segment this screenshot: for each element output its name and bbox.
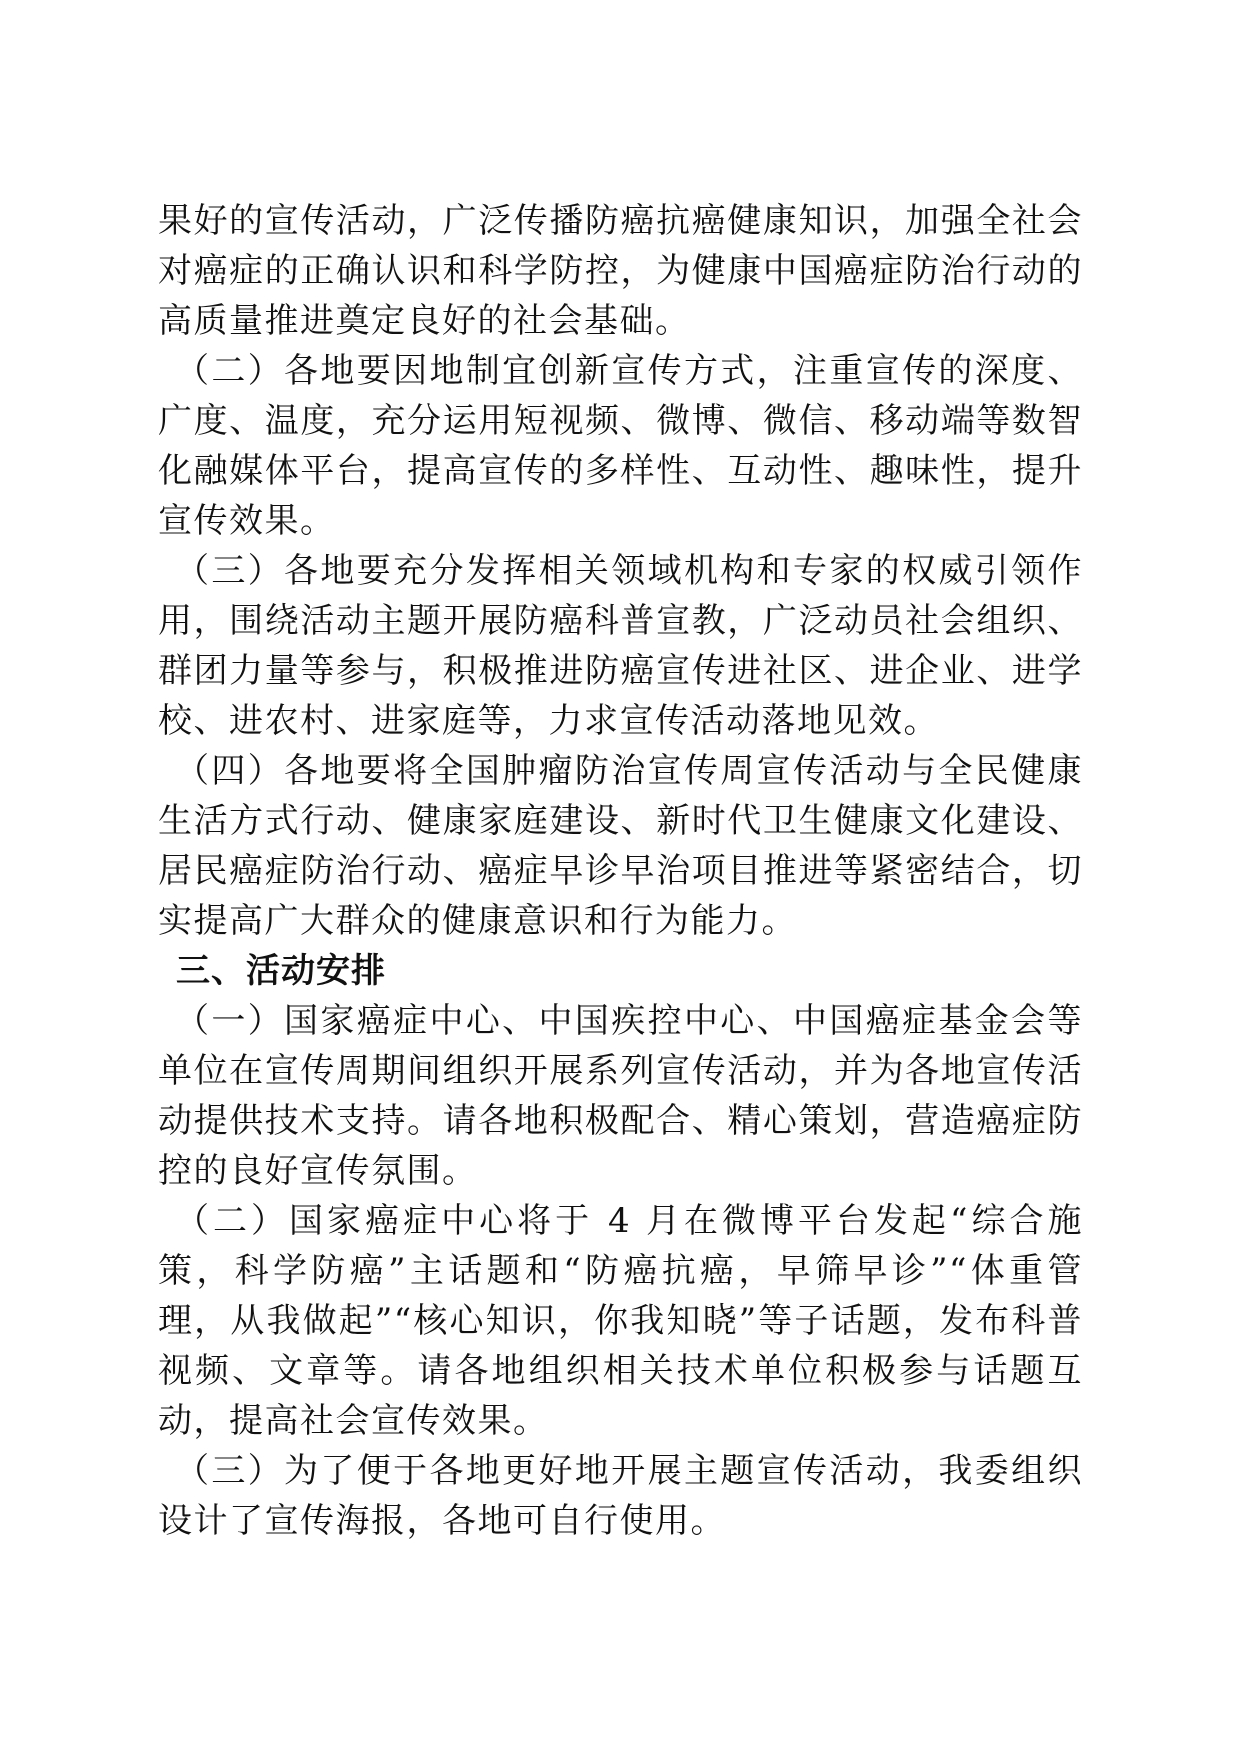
section-heading: 三、活动安排 bbox=[176, 951, 386, 991]
paragraph-continuation: 果好的宣传活动，广泛传播防癌抗癌健康知识，加强全社会对癌症的正确认识和科学防控，为健康中国癌症防治行动的高质量推进奠定良好的社会基础。 bbox=[158, 201, 1083, 341]
paragraph-item-2: （二）各地要因地制宜创新宣传方式，注重宣传的深度、广度、温度，充分运用短视频、微博、微信、移动端等数智化融媒体平台，提高宣传的多样性、互动性、趣味性，提升宣传效果。 bbox=[158, 351, 1083, 541]
paragraph-item-3: （三）各地要充分发挥相关领域机构和专家的权威引领作用，围绕活动主题开展防癌科普宣教，广泛动员社会组织、群团力量等参与，积极推进防癌宣传进社区、进企业、进学校、进农村、进家庭等，力求宣传活动落地见效。 bbox=[158, 551, 1083, 741]
arrangement-item-1: （一）国家癌症中心、中国疾控中心、中国癌症基金会等单位在宣传周期间组织开展系列宣传活动，并为各地宣传活动提供技术支持。请各地积极配合、精心策划，营造癌症防控的良好宣传氛围。 bbox=[158, 1001, 1083, 1191]
arrangement-item-3: （三）为了便于各地更好地开展主题宣传活动，我委组织设计了宣传海报，各地可自行使用。 bbox=[158, 1451, 1083, 1541]
arrangement-item-2: （二）国家癌症中心将于 4 月在微博平台发起“综合施策，科学防癌”主话题和“防癌抗癌，早筛早诊”“体重管理，从我做起”“核心知识，你我知晓”等子话题，发布科普视频、文章等。请各地组织相关技术单位积极参与话题互动，提高社会宣传效果。 bbox=[158, 1201, 1083, 1441]
paragraph-item-4: （四）各地要将全国肿瘤防治宣传周宣传活动与全民健康生活方式行动、健康家庭建设、新时代卫生健康文化建设、居民癌症防治行动、癌症早诊早治项目推进等紧密结合，切实提高广大群众的健康意识和行为能力。 bbox=[158, 751, 1083, 941]
document-body bbox=[158, 196, 1083, 1546]
